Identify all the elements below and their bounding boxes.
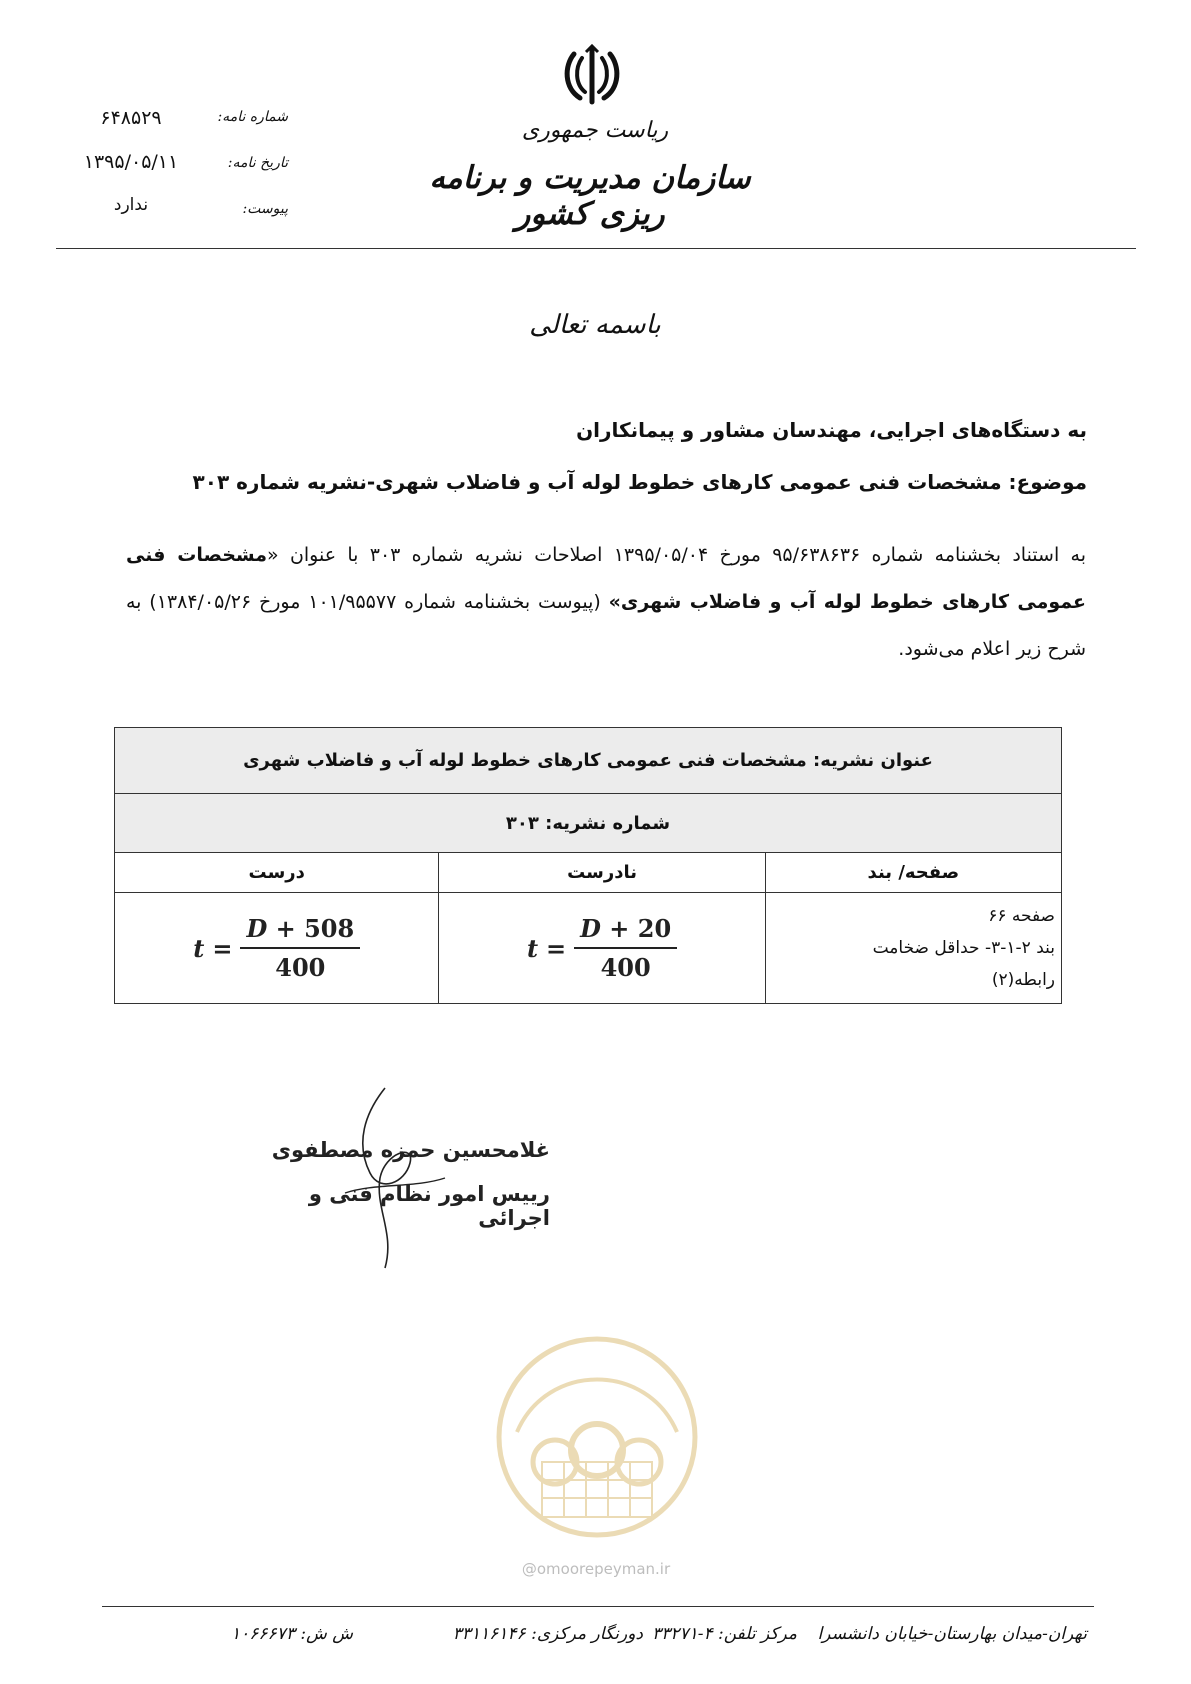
footer-fax: دورنگار مرکزی: ۳۳۱۱۶۱۴۶ (452, 1624, 643, 1644)
formula-equals: = (212, 933, 233, 963)
footer-postal: ش ش: ۱۰۶۶۶۷۳ (231, 1624, 353, 1644)
omoorepeyman-watermark-logo (487, 1322, 707, 1562)
formula-var: t (526, 933, 539, 963)
formula-numerator (240, 914, 360, 949)
formula-denominator: 400 (600, 953, 651, 982)
formula-fraction (240, 914, 360, 982)
body-bold-title: مشخصات فنی عمومی کارهای خطوط لوله آب و فاضلاب شهری» (126, 544, 1087, 613)
footer-divider (102, 1606, 1094, 1607)
correction-table (114, 727, 1062, 1004)
numerator-rest: + 508 (267, 914, 355, 943)
incorrect-formula (440, 914, 763, 982)
col-header-incorrect: نادرست (439, 853, 765, 893)
body-text-part2: (پیوست بخشنامه شماره ۱۰۱/۹۵۵۷۷ مورخ ۱۳۸۴/۰۵/۲۶) به شرح زیر اعلام می‌شود. (126, 591, 1086, 660)
col-header-correct: درست (115, 853, 439, 893)
org-name: سازمان مدیریت و برنامه ریزی کشور (429, 160, 751, 232)
org-president-line: ریاست جمهوری (521, 118, 669, 143)
formula-var: t (193, 933, 205, 963)
basmala: باسمه تعالی (529, 310, 661, 340)
iran-emblem-icon (560, 44, 624, 106)
subject-line: موضوع: مشخصات فنی عمومی کارهای خطوط لوله آب و فاضلاب شهری-نشریه شماره ۳۰۳ (192, 470, 1087, 494)
clause: بند ۲-۱-۳- حداقل ضخامت (872, 938, 1055, 958)
attachment-value: ندارد (113, 195, 149, 215)
handwritten-signature (325, 1083, 465, 1273)
incorrect-formula-cell (439, 893, 765, 1004)
signatory-name: غلامحسین حمزه مصطفوی (271, 1138, 550, 1162)
body-text-part1: به استناد بخشنامه شماره ۹۵/۶۳۸۶۳۶ مورخ ۱۳۹۵/۰۵/۰۴ اصلاحات نشریه شماره ۳۰۳ با عنوان « (267, 544, 1086, 566)
signatory-title: رییس امور نظام فنی و اجرائی (308, 1182, 550, 1230)
attachment-label: پیوست: (242, 201, 288, 217)
footer-address: تهران-میدان بهارستان-خیابان دانشسرا (817, 1624, 1087, 1644)
table-row (115, 893, 1062, 1004)
watermark-caption: @omoorepeyman.ir (521, 1560, 671, 1578)
numerator-var: D (246, 914, 268, 943)
table-number: شماره نشریه: ۳۰۳ (115, 794, 1062, 853)
body-paragraph (126, 532, 1086, 673)
addressee: به دستگاه‌های اجرایی، مهندسان مشاور و پیمانکاران (576, 418, 1087, 442)
correct-formula-cell (115, 893, 439, 1004)
formula-equals: = (546, 933, 567, 963)
formula-numerator (574, 914, 677, 949)
equation-ref: رابطه(۲) (991, 970, 1055, 990)
letter-date: ۱۳۹۵/۰۵/۱۱ (83, 151, 179, 173)
numerator-rest: + 20 (600, 914, 672, 943)
footer-phone: مرکز تلفن: ۴-۳۳۲۷۱ (652, 1624, 797, 1644)
correct-formula (116, 914, 437, 982)
numerator-var: D (580, 914, 601, 943)
letter-number-label: شماره نامه: (217, 109, 288, 125)
formula-fraction (574, 914, 677, 982)
page-number: صفحه ۶۶ (988, 906, 1055, 926)
header-divider (56, 248, 1136, 249)
letter-date-label: تاریخ نامه: (227, 155, 288, 171)
letter-number: ۶۴۸۵۲۹ (100, 107, 162, 129)
col-header-page: صفحه/ بند (765, 853, 1061, 893)
formula-denominator: 400 (275, 953, 326, 982)
table-title: عنوان نشریه: مشخصات فنی عمومی کارهای خطوط لوله آب و فاضلاب شهری (115, 728, 1062, 794)
page-clause-cell (765, 893, 1061, 1004)
